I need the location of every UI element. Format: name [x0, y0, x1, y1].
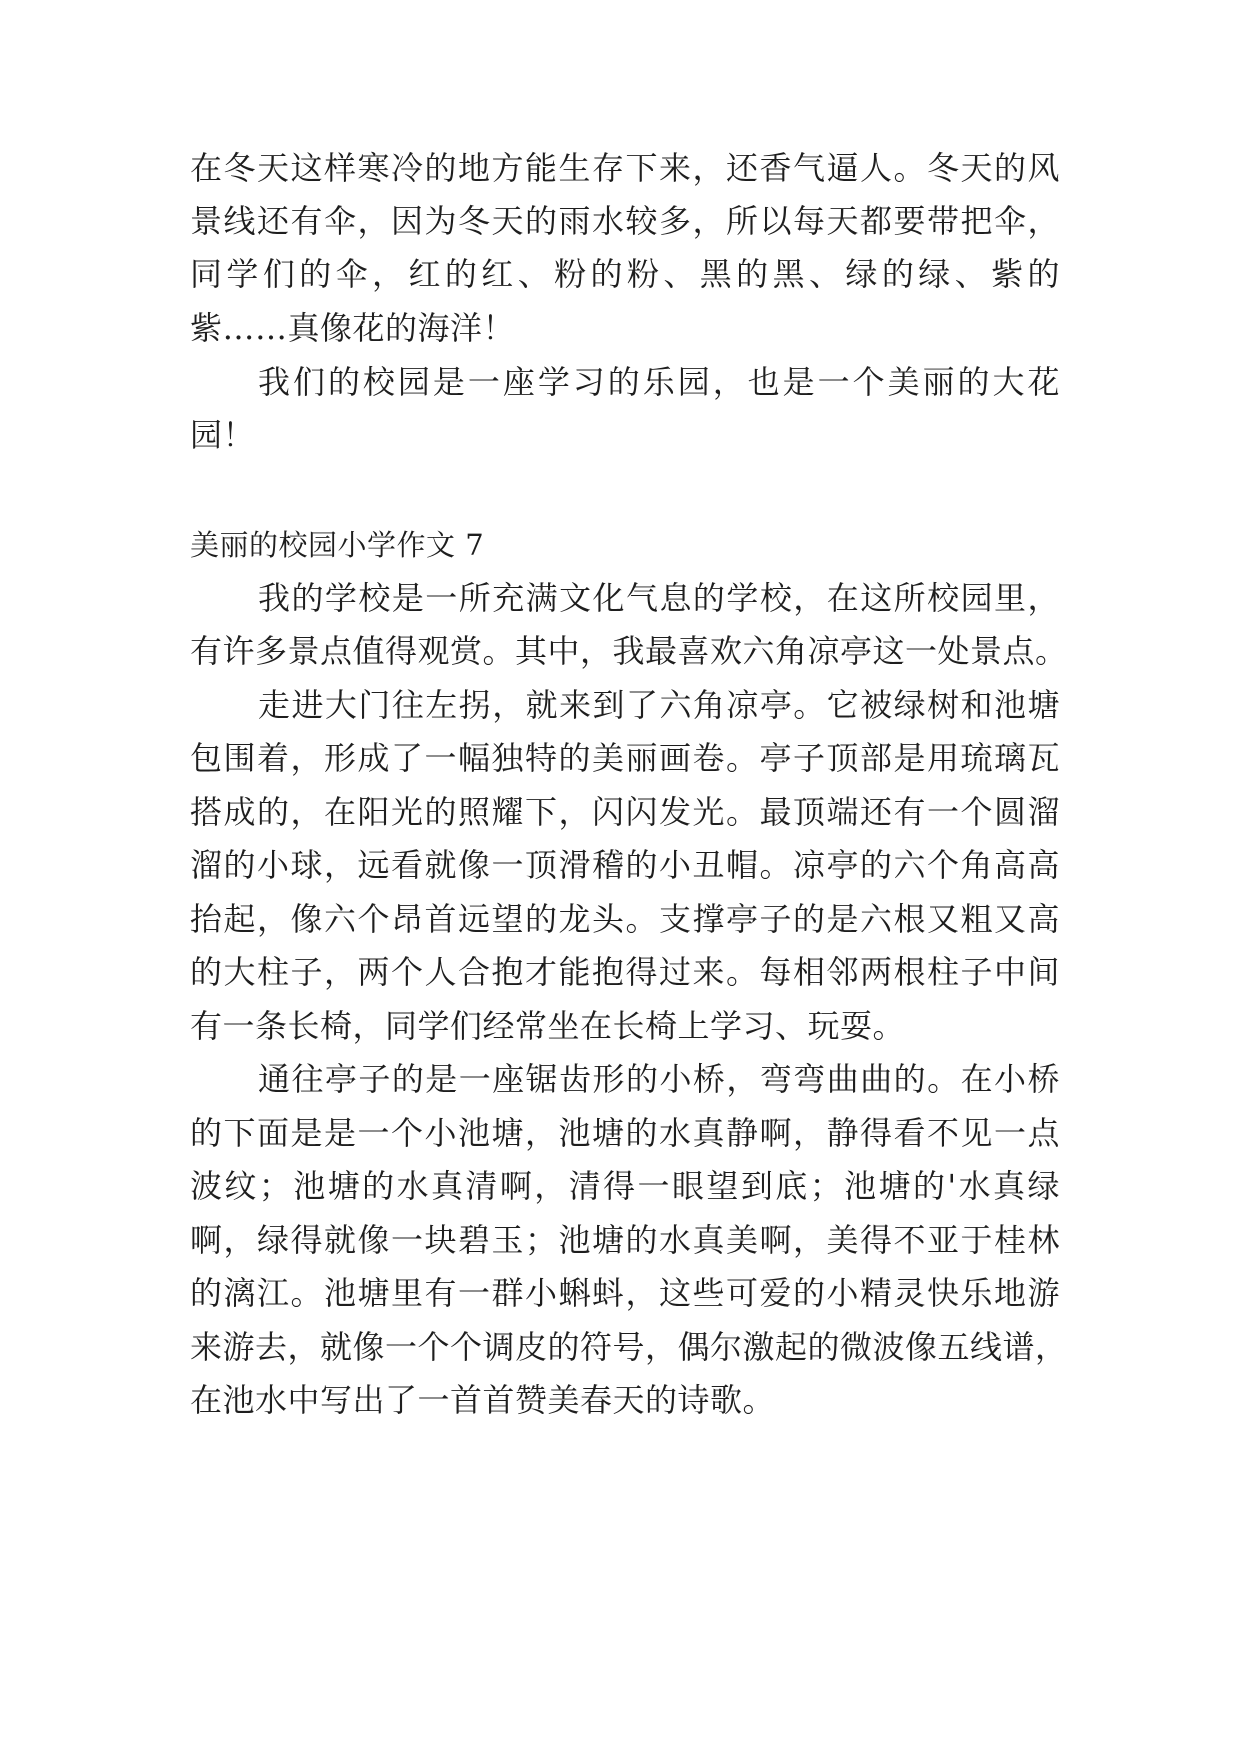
section-title: 美丽的校园小学作文 7	[190, 528, 485, 562]
paragraph-line: 溜的小球，远看就像一顶滑稽的小丑帽。凉亭的六个角高高	[190, 846, 1060, 884]
paragraph-line: 走进大门往左拐，就来到了六角凉亭。它被绿树和池塘	[258, 686, 1060, 724]
paragraph-line: 波纹；池塘的水真清啊，清得一眼望到底；池塘的'水真绿	[190, 1167, 1060, 1205]
paragraph-line: 在池水中写出了一首首赞美春天的诗歌。	[190, 1381, 776, 1419]
paragraph-line: 景线还有伞，因为冬天的雨水较多，所以每天都要带把伞，	[190, 202, 1060, 240]
paragraph-line: 同学们的伞，红的红、粉的粉、黑的黑、绿的绿、紫的	[190, 255, 1060, 293]
paragraph-line: 的下面是是一个小池塘，池塘的水真静啊，静得看不见一点	[190, 1114, 1060, 1152]
paragraph-line: 来游去，就像一个个调皮的符号，偶尔激起的微波像五线谱，	[190, 1328, 1068, 1366]
paragraph-line: 紫……真像花的海洋！	[190, 309, 516, 347]
paragraph-line: 的大柱子，两个人合抱才能抱得过来。每相邻两根柱子中间	[190, 953, 1060, 991]
paragraph-line: 通往亭子的是一座锯齿形的小桥，弯弯曲曲的。在小桥	[258, 1060, 1060, 1098]
paragraph-line: 有许多景点值得观赏。其中，我最喜欢六角凉亭这一处景点。	[190, 632, 1068, 670]
paragraph-line: 我们的校园是一座学习的乐园，也是一个美丽的大花	[258, 363, 1060, 401]
paragraph-line: 园！	[190, 416, 256, 454]
paragraph-line: 在冬天这样寒冷的地方能生存下来，还香气逼人。冬天的风	[190, 149, 1060, 187]
paragraph-line: 的漓江。池塘里有一群小蝌蚪，这些可爱的小精灵快乐地游	[190, 1274, 1060, 1312]
paragraph-line: 我的学校是一所充满文化气息的学校，在这所校园里，	[258, 579, 1060, 617]
paragraph-line: 抬起，像六个昂首远望的龙头。支撑亭子的是六根又粗又高	[190, 900, 1060, 938]
paragraph-line: 搭成的，在阳光的照耀下，闪闪发光。最顶端还有一个圆溜	[190, 793, 1060, 831]
paragraph-line: 包围着，形成了一幅独特的美丽画卷。亭子顶部是用琉璃瓦	[190, 739, 1060, 777]
paragraph-line: 有一条长椅，同学们经常坐在长椅上学习、玩耍。	[190, 1007, 906, 1045]
paragraph-line: 啊，绿得就像一块碧玉；池塘的水真美啊，美得不亚于桂林	[190, 1221, 1060, 1259]
